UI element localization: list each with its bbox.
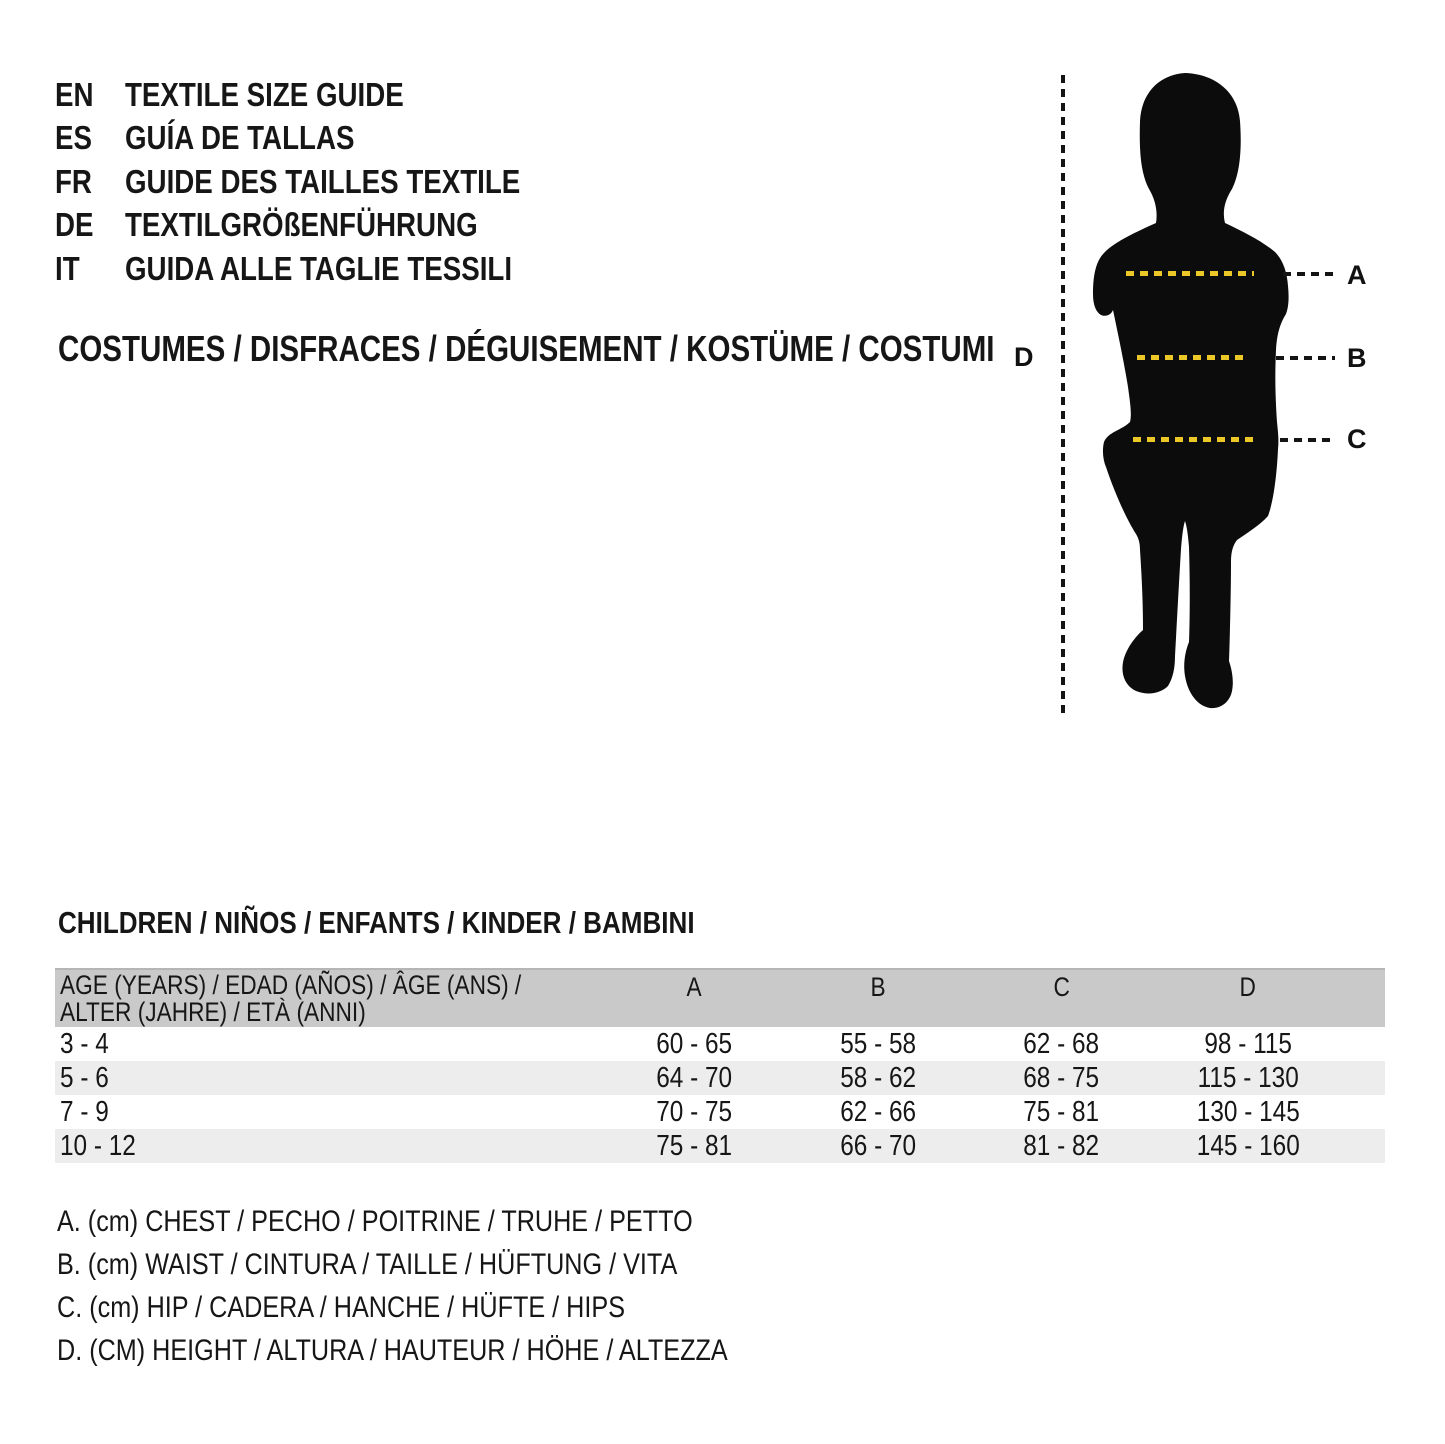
language-code: IT [55,249,80,287]
waist-line-yellow [1137,355,1249,360]
table-row [55,1129,1385,1163]
value-cell-c: 81 - 82 [1023,1130,1100,1162]
value-cell-b: 55 - 58 [840,1028,916,1060]
language-code: DE [55,206,94,244]
language-row-de [55,204,596,248]
language-title: GUIDA ALLE TAGLIE TESSILI [125,249,513,287]
children-section-title: CHILDREN / NIÑOS / ENFANTS / KINDER / BAMBINI [58,905,695,940]
waist-label: B [1347,343,1367,373]
language-title: GUÍA DE TALLAS [125,119,355,157]
size-table [55,968,1385,1163]
language-title: TEXTILE SIZE GUIDE [125,75,404,113]
column-header-c: C [1053,972,1070,1002]
hip-line-yellow [1133,437,1257,442]
language-code: EN [55,75,94,113]
value-cell-c: 62 - 68 [1023,1028,1100,1060]
age-cell: 10 - 12 [60,1130,136,1162]
table-row [55,1095,1385,1129]
child-silhouette [1088,72,1293,714]
age-column-header: AGE (YEARS) / EDAD (AÑOS) / ÂGE (ANS) / ALTER (JAHRE) / ETÀ (ANNI) [60,970,522,1027]
value-cell-b: 58 - 62 [840,1062,916,1094]
table-row [55,1027,1385,1061]
language-list [55,73,596,291]
value-cell-a: 70 - 75 [656,1096,733,1128]
legend-line-a: A. (cm) CHEST / PECHO / POITRINE / TRUHE / PETTO [57,1205,693,1238]
value-cell-a: 75 - 81 [656,1130,733,1162]
legend-line-c: C. (cm) HIP / CADERA / HANCHE / HÜFTE / HIPS [57,1291,625,1324]
column-header-a: A [686,972,703,1002]
height-measure-line [1061,75,1065,713]
table-header [55,968,1385,1027]
column-header-d: D [1239,972,1257,1002]
value-cell-d: 145 - 160 [1196,1130,1300,1162]
value-cell-b: 66 - 70 [840,1130,916,1162]
language-row-it [55,247,596,291]
age-cell: 7 - 9 [60,1096,109,1128]
language-row-en [55,73,596,117]
value-cell-d: 115 - 130 [1197,1062,1299,1094]
column-header-b: B [870,972,886,1002]
language-title: GUIDE DES TAILLES TEXTILE [125,162,521,200]
age-cell: 3 - 4 [60,1028,109,1060]
language-code: FR [55,162,92,200]
chest-line-dashed [1283,272,1335,276]
legend-line-d: D. (CM) HEIGHT / ALTURA / HAUTEUR / HÖHE / ALTEZZA [57,1334,728,1367]
category-title: COSTUMES / DISFRACES / DÉGUISEMENT / KOSTÜME / COSTUMI [58,328,995,369]
table-row [55,1061,1385,1095]
legend-line-b: B. (cm) WAIST / CINTURA / TAILLE / HÜFTUNG / VITA [57,1248,678,1281]
value-cell-d: 98 - 115 [1204,1028,1292,1060]
legend [57,1200,855,1372]
hip-label: C [1347,424,1367,454]
value-cell-b: 62 - 66 [840,1096,916,1128]
language-code: ES [55,119,92,157]
chest-line-yellow [1126,271,1254,276]
language-title: TEXTILGRÖßENFÜHRUNG [125,206,478,244]
value-cell-c: 68 - 75 [1023,1062,1100,1094]
hip-line-dashed [1280,438,1335,442]
language-row-fr [55,160,596,204]
waist-line-dashed [1276,356,1335,360]
chest-label: A [1347,260,1367,290]
value-cell-a: 60 - 65 [656,1028,733,1060]
height-label: D [1014,342,1034,372]
value-cell-c: 75 - 81 [1023,1096,1100,1128]
value-cell-a: 64 - 70 [656,1062,733,1094]
language-row-es [55,117,596,161]
value-cell-d: 130 - 145 [1196,1096,1300,1128]
age-cell: 5 - 6 [60,1062,109,1094]
